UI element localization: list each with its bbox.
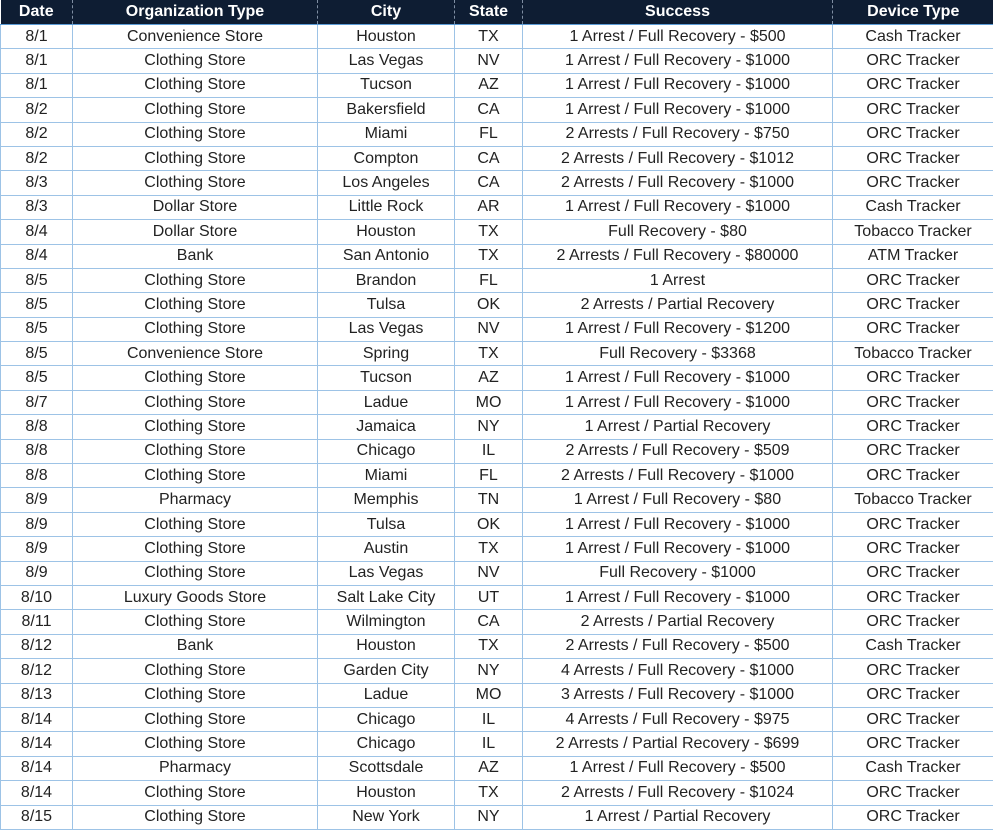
cell-success: 1 Arrest / Full Recovery - $1000 (523, 512, 833, 536)
table-row (1, 781, 993, 805)
table-row (1, 512, 993, 536)
table-row (1, 585, 993, 609)
cell-organization-type: Clothing Store (73, 561, 318, 585)
cell-device-type: Cash Tracker (833, 25, 993, 49)
cell-state: CA (455, 171, 523, 195)
cell-organization-type: Clothing Store (73, 390, 318, 414)
cell-device-type: ORC Tracker (833, 464, 993, 488)
cell-date: 8/12 (1, 659, 73, 683)
cell-device-type: Cash Tracker (833, 756, 993, 780)
cell-date: 8/5 (1, 342, 73, 366)
cell-city: Salt Lake City (318, 585, 455, 609)
cell-organization-type: Clothing Store (73, 49, 318, 73)
cell-state: TX (455, 781, 523, 805)
cell-city: New York (318, 805, 455, 829)
cell-organization-type: Clothing Store (73, 805, 318, 829)
cell-city: Little Rock (318, 195, 455, 219)
cell-organization-type: Clothing Store (73, 415, 318, 439)
cell-state: AZ (455, 756, 523, 780)
table-row (1, 171, 993, 195)
column-header-state: State (455, 0, 523, 25)
cell-state: FL (455, 122, 523, 146)
cell-state: NV (455, 49, 523, 73)
cell-organization-type: Clothing Store (73, 683, 318, 707)
table-row (1, 683, 993, 707)
cell-city: Scottsdale (318, 756, 455, 780)
cell-state: CA (455, 146, 523, 170)
cell-organization-type: Convenience Store (73, 25, 318, 49)
cell-success: 2 Arrests / Full Recovery - $1000 (523, 464, 833, 488)
cell-success: Full Recovery - $80 (523, 220, 833, 244)
cell-device-type: Tobacco Tracker (833, 342, 993, 366)
cell-state: CA (455, 610, 523, 634)
cell-organization-type: Clothing Store (73, 73, 318, 97)
cell-device-type: Cash Tracker (833, 634, 993, 658)
column-header-organization-type: Organization Type (73, 0, 318, 25)
cell-date: 8/9 (1, 537, 73, 561)
cell-device-type: ORC Tracker (833, 415, 993, 439)
cell-state: AZ (455, 73, 523, 97)
cell-city: Brandon (318, 268, 455, 292)
cell-city: Spring (318, 342, 455, 366)
table-row (1, 73, 993, 97)
table-row (1, 707, 993, 731)
cell-device-type: ORC Tracker (833, 781, 993, 805)
cell-device-type: ORC Tracker (833, 439, 993, 463)
table-row (1, 561, 993, 585)
cell-success: 1 Arrest / Full Recovery - $1000 (523, 537, 833, 561)
cell-state: IL (455, 707, 523, 731)
cell-device-type: ORC Tracker (833, 73, 993, 97)
cell-organization-type: Clothing Store (73, 293, 318, 317)
cell-success: Full Recovery - $1000 (523, 561, 833, 585)
table-row (1, 49, 993, 73)
cell-city: Houston (318, 220, 455, 244)
table-row (1, 756, 993, 780)
cell-organization-type: Dollar Store (73, 195, 318, 219)
cell-date: 8/9 (1, 512, 73, 536)
cell-date: 8/10 (1, 585, 73, 609)
cell-city: Houston (318, 781, 455, 805)
cell-state: TX (455, 342, 523, 366)
cell-organization-type: Pharmacy (73, 488, 318, 512)
cell-date: 8/11 (1, 610, 73, 634)
cell-date: 8/1 (1, 25, 73, 49)
cell-city: Tucson (318, 366, 455, 390)
cell-date: 8/9 (1, 488, 73, 512)
cell-date: 8/8 (1, 415, 73, 439)
cell-date: 8/4 (1, 220, 73, 244)
cell-device-type: ORC Tracker (833, 659, 993, 683)
cell-state: IL (455, 439, 523, 463)
cell-state: OK (455, 512, 523, 536)
cell-city: Chicago (318, 439, 455, 463)
cell-success: 2 Arrests / Full Recovery - $509 (523, 439, 833, 463)
cell-device-type: Tobacco Tracker (833, 220, 993, 244)
table-row (1, 659, 993, 683)
cell-date: 8/1 (1, 73, 73, 97)
cell-device-type: ORC Tracker (833, 390, 993, 414)
table-row (1, 244, 993, 268)
cell-date: 8/3 (1, 195, 73, 219)
cell-organization-type: Luxury Goods Store (73, 585, 318, 609)
cell-organization-type: Clothing Store (73, 366, 318, 390)
cell-state: FL (455, 268, 523, 292)
cell-city: Miami (318, 122, 455, 146)
cell-city: Las Vegas (318, 49, 455, 73)
table-row (1, 268, 993, 292)
cell-organization-type: Clothing Store (73, 659, 318, 683)
cell-date: 8/12 (1, 634, 73, 658)
table-row (1, 390, 993, 414)
cell-success: 4 Arrests / Full Recovery - $1000 (523, 659, 833, 683)
cell-state: AZ (455, 366, 523, 390)
table-row (1, 146, 993, 170)
cell-state: TX (455, 25, 523, 49)
cell-city: Ladue (318, 390, 455, 414)
table-row (1, 342, 993, 366)
cell-city: Austin (318, 537, 455, 561)
cell-success: 1 Arrest / Full Recovery - $1000 (523, 195, 833, 219)
cell-success: 1 Arrest / Full Recovery - $1000 (523, 98, 833, 122)
cell-success: 1 Arrest / Full Recovery - $1000 (523, 49, 833, 73)
table-row (1, 98, 993, 122)
cell-city: Chicago (318, 707, 455, 731)
cell-success: 1 Arrest / Partial Recovery (523, 415, 833, 439)
cell-organization-type: Clothing Store (73, 707, 318, 731)
cell-success: 1 Arrest / Full Recovery - $1000 (523, 390, 833, 414)
cell-device-type: ORC Tracker (833, 146, 993, 170)
cell-date: 8/2 (1, 122, 73, 146)
table-row (1, 122, 993, 146)
cell-success: 2 Arrests / Full Recovery - $80000 (523, 244, 833, 268)
cell-device-type: ORC Tracker (833, 805, 993, 829)
cell-success: 1 Arrest / Full Recovery - $1000 (523, 585, 833, 609)
cell-success: 2 Arrests / Partial Recovery (523, 610, 833, 634)
cell-date: 8/14 (1, 756, 73, 780)
table-row (1, 464, 993, 488)
cell-city: Ladue (318, 683, 455, 707)
cell-state: TX (455, 634, 523, 658)
cell-organization-type: Clothing Store (73, 439, 318, 463)
cell-state: FL (455, 464, 523, 488)
cell-success: 2 Arrests / Full Recovery - $500 (523, 634, 833, 658)
cell-organization-type: Clothing Store (73, 146, 318, 170)
cell-organization-type: Pharmacy (73, 756, 318, 780)
cell-organization-type: Clothing Store (73, 464, 318, 488)
cell-state: OK (455, 293, 523, 317)
cell-state: CA (455, 98, 523, 122)
cell-state: MO (455, 683, 523, 707)
cell-success: 2 Arrests / Partial Recovery - $699 (523, 732, 833, 756)
cell-success: 1 Arrest / Full Recovery - $500 (523, 756, 833, 780)
cell-success: 3 Arrests / Full Recovery - $1000 (523, 683, 833, 707)
column-header-success: Success (523, 0, 833, 25)
cell-device-type: ORC Tracker (833, 732, 993, 756)
cell-device-type: ORC Tracker (833, 585, 993, 609)
cell-city: Bakersfield (318, 98, 455, 122)
cell-organization-type: Clothing Store (73, 122, 318, 146)
cell-organization-type: Clothing Store (73, 512, 318, 536)
cell-state: NY (455, 659, 523, 683)
cell-device-type: ORC Tracker (833, 537, 993, 561)
cell-organization-type: Clothing Store (73, 317, 318, 341)
cell-organization-type: Clothing Store (73, 268, 318, 292)
cell-date: 8/15 (1, 805, 73, 829)
cell-state: MO (455, 390, 523, 414)
cell-success: 1 Arrest / Full Recovery - $500 (523, 25, 833, 49)
cell-date: 8/8 (1, 439, 73, 463)
cell-city: Memphis (318, 488, 455, 512)
cell-organization-type: Clothing Store (73, 781, 318, 805)
cell-city: Wilmington (318, 610, 455, 634)
cell-city: Jamaica (318, 415, 455, 439)
cell-city: Chicago (318, 732, 455, 756)
cell-state: IL (455, 732, 523, 756)
cell-city: Las Vegas (318, 561, 455, 585)
table-row (1, 366, 993, 390)
cell-city: Houston (318, 634, 455, 658)
cell-date: 8/2 (1, 98, 73, 122)
cell-success: 1 Arrest / Full Recovery - $1000 (523, 73, 833, 97)
cell-state: NV (455, 317, 523, 341)
cell-city: Garden City (318, 659, 455, 683)
header-row (1, 0, 993, 25)
cell-state: AR (455, 195, 523, 219)
cell-success: 2 Arrests / Full Recovery - $1000 (523, 171, 833, 195)
cell-device-type: ORC Tracker (833, 707, 993, 731)
cell-device-type: ORC Tracker (833, 366, 993, 390)
cell-success: Full Recovery - $3368 (523, 342, 833, 366)
cell-state: TX (455, 220, 523, 244)
table-body (1, 25, 993, 830)
table-row (1, 610, 993, 634)
cell-city: San Antonio (318, 244, 455, 268)
cell-organization-type: Clothing Store (73, 610, 318, 634)
cell-organization-type: Clothing Store (73, 98, 318, 122)
cell-date: 8/9 (1, 561, 73, 585)
table-row (1, 439, 993, 463)
cell-success: 2 Arrests / Full Recovery - $1012 (523, 146, 833, 170)
cell-device-type: ORC Tracker (833, 561, 993, 585)
cell-organization-type: Clothing Store (73, 537, 318, 561)
cell-device-type: ATM Tracker (833, 244, 993, 268)
cell-city: Compton (318, 146, 455, 170)
cell-success: 4 Arrests / Full Recovery - $975 (523, 707, 833, 731)
cell-organization-type: Bank (73, 634, 318, 658)
cell-state: TX (455, 244, 523, 268)
cell-state: NY (455, 415, 523, 439)
cell-device-type: ORC Tracker (833, 610, 993, 634)
cell-city: Tulsa (318, 293, 455, 317)
table-row (1, 415, 993, 439)
cell-device-type: Tobacco Tracker (833, 488, 993, 512)
cell-device-type: ORC Tracker (833, 98, 993, 122)
column-header-date: Date (1, 0, 73, 25)
cell-device-type: ORC Tracker (833, 122, 993, 146)
cell-state: TN (455, 488, 523, 512)
cell-device-type: ORC Tracker (833, 49, 993, 73)
cell-date: 8/14 (1, 781, 73, 805)
table-row (1, 634, 993, 658)
cell-date: 8/13 (1, 683, 73, 707)
table-row (1, 25, 993, 49)
cell-success: 1 Arrest / Partial Recovery (523, 805, 833, 829)
column-header-city: City (318, 0, 455, 25)
cell-date: 8/7 (1, 390, 73, 414)
cell-date: 8/4 (1, 244, 73, 268)
cell-device-type: ORC Tracker (833, 317, 993, 341)
cell-date: 8/8 (1, 464, 73, 488)
cell-city: Los Angeles (318, 171, 455, 195)
table-row (1, 805, 993, 829)
table-row (1, 317, 993, 341)
cell-organization-type: Clothing Store (73, 732, 318, 756)
table-row (1, 293, 993, 317)
cell-date: 8/5 (1, 366, 73, 390)
cell-success: 2 Arrests / Partial Recovery (523, 293, 833, 317)
cell-city: Las Vegas (318, 317, 455, 341)
cell-device-type: ORC Tracker (833, 171, 993, 195)
cell-device-type: ORC Tracker (833, 268, 993, 292)
cell-organization-type: Bank (73, 244, 318, 268)
cell-state: TX (455, 537, 523, 561)
cell-date: 8/14 (1, 707, 73, 731)
cell-date: 8/5 (1, 293, 73, 317)
cell-device-type: ORC Tracker (833, 683, 993, 707)
table-row (1, 195, 993, 219)
table-row (1, 220, 993, 244)
cell-success: 2 Arrests / Full Recovery - $1024 (523, 781, 833, 805)
cell-organization-type: Dollar Store (73, 220, 318, 244)
cell-date: 8/14 (1, 732, 73, 756)
cell-organization-type: Clothing Store (73, 171, 318, 195)
cell-state: NV (455, 561, 523, 585)
cell-city: Tulsa (318, 512, 455, 536)
cell-date: 8/3 (1, 171, 73, 195)
table-header (1, 0, 993, 25)
cell-success: 1 Arrest / Full Recovery - $80 (523, 488, 833, 512)
column-header-device-type: Device Type (833, 0, 993, 25)
table-row (1, 537, 993, 561)
cell-organization-type: Convenience Store (73, 342, 318, 366)
cell-date: 8/5 (1, 317, 73, 341)
cell-device-type: Cash Tracker (833, 195, 993, 219)
cell-device-type: ORC Tracker (833, 293, 993, 317)
cell-success: 2 Arrests / Full Recovery - $750 (523, 122, 833, 146)
cell-success: 1 Arrest / Full Recovery - $1200 (523, 317, 833, 341)
cell-city: Houston (318, 25, 455, 49)
cell-date: 8/1 (1, 49, 73, 73)
cell-device-type: ORC Tracker (833, 512, 993, 536)
cell-city: Tucson (318, 73, 455, 97)
cell-date: 8/2 (1, 146, 73, 170)
cell-date: 8/5 (1, 268, 73, 292)
cell-state: UT (455, 585, 523, 609)
cell-state: NY (455, 805, 523, 829)
cell-success: 1 Arrest / Full Recovery - $1000 (523, 366, 833, 390)
cell-city: Miami (318, 464, 455, 488)
table-row (1, 732, 993, 756)
table-row (1, 488, 993, 512)
cell-success: 1 Arrest (523, 268, 833, 292)
